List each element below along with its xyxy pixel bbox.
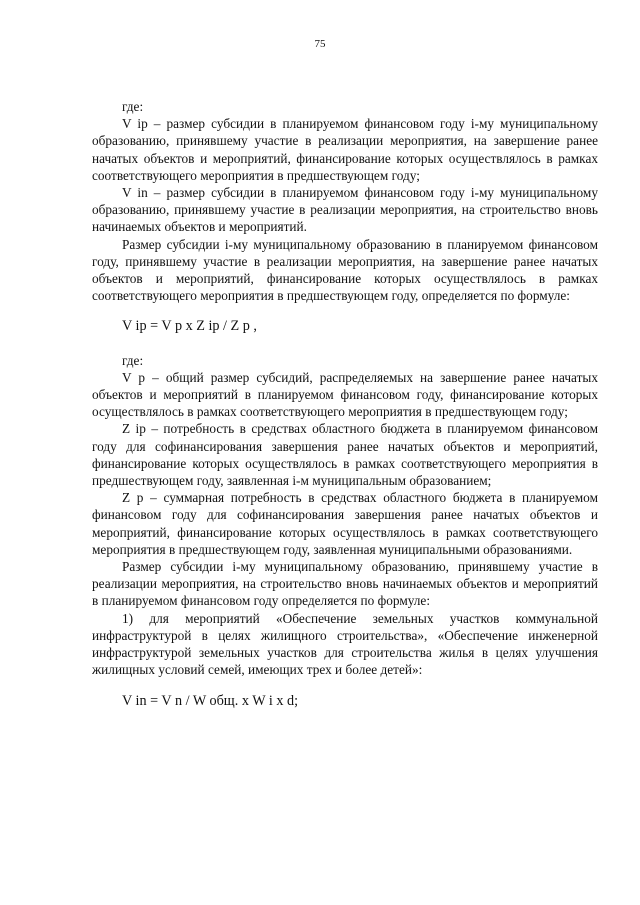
formula-vip: V ip = V p x Z ip / Z p ,	[122, 318, 257, 335]
paragraph-subsidy-completion: Размер субсидии i-му муниципальному образованию в планируемом финансовом году, принявшему участие в реализации мероприятия, на завершение ранее начатых объектов и мероприятий, финансирование которых осуществлялось в рамках соответствующего мероприятия в предшествующем году, определяется по формуле:	[92, 236, 598, 304]
where-label: где:	[122, 99, 144, 114]
definition-vp: V p – общий размер субсидий, распределяемых на завершение ранее начатых объектов и мероприятий в планируемом финансовом году, финансирование которых осуществлялось в рамках соответствующего мероприятия в предшествующем году;	[92, 369, 598, 420]
formula-vin: V in = V n / W общ. x W i x d;	[122, 692, 299, 709]
definition-vip: V ip – размер субсидии в планируемом финансовом году i-му муниципальному образованию, принявшему участие в реализации мероприятия, на завершение ранее начатых объектов и мероприятий, финансирование которых осуществлялось в рамках соответствующего мероприятия в предшествующем году;	[92, 116, 598, 183]
paragraph-subsidy-new: Размер субсидии i-му муниципальному образованию, принявшему участие в реализации мероприятия, на строительство вновь начинаемых объектов и мероприятий в планируемом финансовом году определяется по формуле:	[92, 559, 598, 609]
definition-vin: V in – размер субсидии в планируемом финансовом году i-му муниципальному образованию, принявшему участие в реализации мероприятия, на строительство вновь начинаемых объектов и мероприятий.	[92, 185, 598, 235]
definition-zip: Z ip – потребность в средствах областного бюджета в планируемом финансовом году для софинансирования завершения ранее начатых объектов и мероприятий, финансирование которых осуществлялось в рамках соответствующего мероприятия в предшествующем году, заявленная i-м муниципальным образованием;	[92, 421, 598, 489]
document-body	[92, 98, 598, 710]
definition-zp: Z p – суммарная потребность в средствах областного бюджета в планируемом финансовом году для софинансирования завершения ранее начатых объектов и мероприятий, финансирование которых осуществлялось в рамках соответствующего мероприятия в предшествующем году, заявленная муниципальными образованиями.	[92, 490, 598, 557]
where-label-2: где:	[122, 352, 144, 368]
spacer	[92, 336, 598, 352]
list-item-1: 1) для мероприятий «Обеспечение земельных участков коммунальной инфраструктурой в целях жилищного строительства», «Обеспечение инженерной инфраструктурой земельных участков для строительства жилья в целях улучшения жилищных условий семей, имеющих трех и более детей»:	[92, 610, 598, 678]
page-number: 75	[314, 38, 326, 50]
